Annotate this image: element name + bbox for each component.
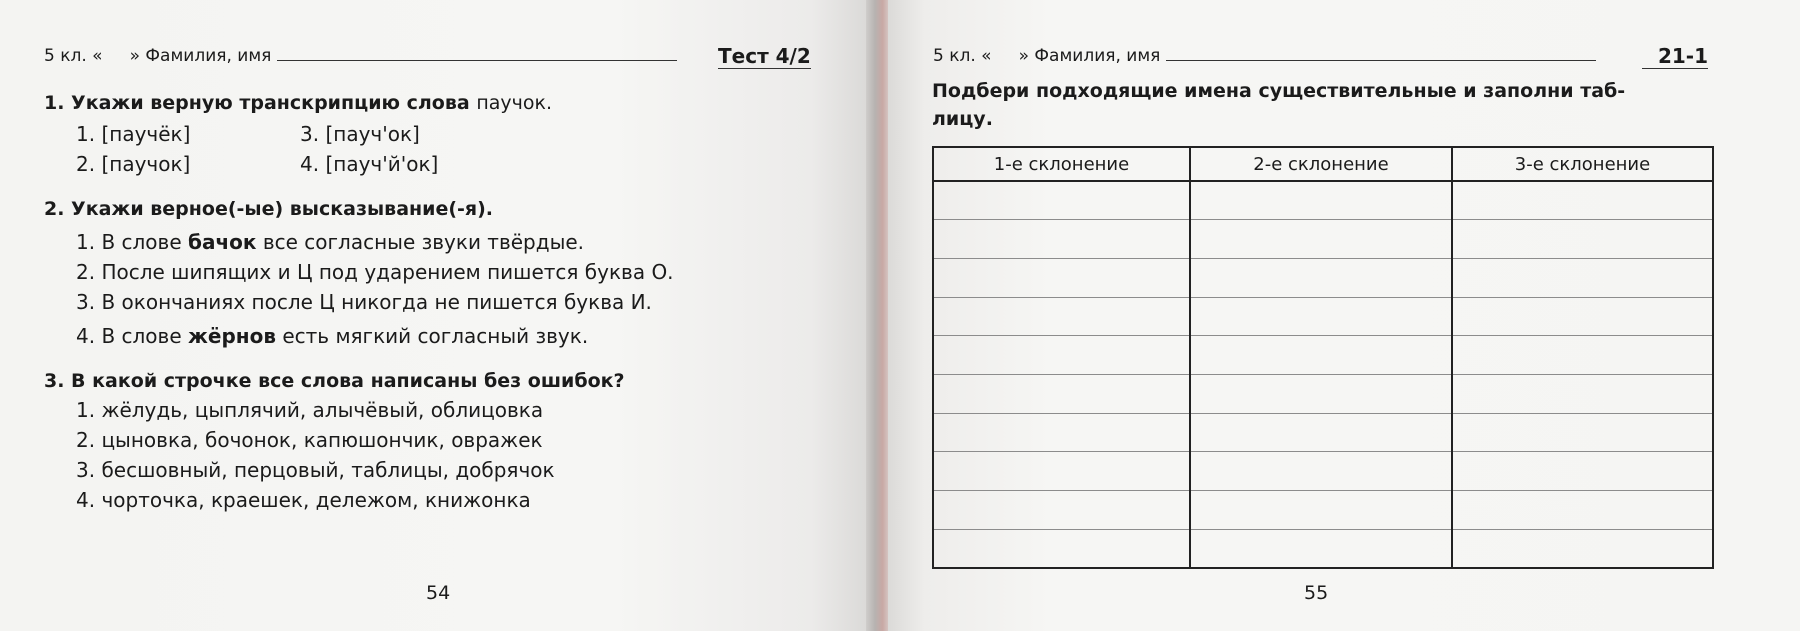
q3-option-3: 3. бесшовный, перцовый, таблицы, добрячок <box>76 458 555 482</box>
table-row <box>933 297 1713 336</box>
question-1-word: паучок. <box>476 92 552 114</box>
table-cell[interactable] <box>1452 491 1713 530</box>
q2-option-1-word: бачок <box>187 230 257 254</box>
question-1-text: 1. Укажи верную транскрипцию слова <box>44 92 470 114</box>
q2-option-1-post: все согласные звуки твёрдые. <box>256 230 585 254</box>
table-row <box>933 413 1713 452</box>
q2-option-1-pre: 1. В слове <box>76 230 188 254</box>
q2-option-4-word: жёрнов <box>187 324 276 348</box>
declension-table <box>932 146 1714 569</box>
table-row <box>933 491 1713 530</box>
q2-option-3: 3. В окончаниях после Ц никогда не пишется буква И. <box>76 290 652 314</box>
table-row <box>933 374 1713 413</box>
question-2-title: 2. Укажи верное(-ые) высказывание(-я). <box>44 198 494 220</box>
table-cell[interactable] <box>1190 529 1452 568</box>
table-cell[interactable] <box>1452 181 1713 220</box>
table-row <box>933 452 1713 491</box>
table-cell[interactable] <box>1190 491 1452 530</box>
table-cell[interactable] <box>1452 374 1713 413</box>
table-cell[interactable] <box>933 258 1190 297</box>
table-cell[interactable] <box>1452 452 1713 491</box>
table-cell[interactable] <box>933 220 1190 259</box>
q3-option-1: 1. жёлудь, цыплячий, алычёвый, облицовка <box>76 398 544 422</box>
q2-option-2: 2. После шипящих и Ц под ударением пишется буква О. <box>76 260 674 284</box>
name-line <box>277 46 677 61</box>
q2-option-1 <box>76 230 584 254</box>
q1-option-1: 1. [паучёк] <box>76 122 191 146</box>
table-cell[interactable] <box>1452 336 1713 375</box>
table-cell[interactable] <box>1452 258 1713 297</box>
name-line <box>1166 46 1596 61</box>
table-row <box>933 258 1713 297</box>
table-cell[interactable] <box>1452 529 1713 568</box>
q3-option-2: 2. цыновка, бочонок, капюшончик, овражек <box>76 428 543 452</box>
question-1-title <box>44 92 552 114</box>
table-cell[interactable] <box>933 336 1190 375</box>
table-cell[interactable] <box>1190 258 1452 297</box>
table-body <box>933 181 1713 568</box>
q2-option-4-post: есть мягкий согласный звук. <box>275 324 589 348</box>
header-declension-2: 2-е склонение <box>1190 147 1452 181</box>
table-cell[interactable] <box>1452 413 1713 452</box>
table-cell[interactable] <box>1190 181 1452 220</box>
table-cell[interactable] <box>933 374 1190 413</box>
right-page-number: 55 <box>1304 582 1329 604</box>
q1-option-4: 4. [пауч'й'ок] <box>300 152 439 176</box>
table-cell[interactable] <box>933 452 1190 491</box>
table-header-row <box>933 147 1713 181</box>
question-3-title: 3. В какой строчке все слова написаны без ошибок? <box>44 370 625 392</box>
q1-option-3: 3. [пауч'ок] <box>300 122 420 146</box>
table-cell[interactable] <box>1452 220 1713 259</box>
table-cell[interactable] <box>1190 336 1452 375</box>
left-page <box>0 0 872 631</box>
table-row <box>933 220 1713 259</box>
table-cell[interactable] <box>1190 297 1452 336</box>
q3-option-4: 4. чорточка, краешек, дележом, книжонка <box>76 488 531 512</box>
task-line-1: Подбери подходящие имена существительные и заполни таб- <box>932 80 1626 102</box>
table-cell[interactable] <box>1190 452 1452 491</box>
table-cell[interactable] <box>933 181 1190 220</box>
table-cell[interactable] <box>933 413 1190 452</box>
table-cell[interactable] <box>1190 374 1452 413</box>
table-cell[interactable] <box>1452 297 1713 336</box>
table-cell[interactable] <box>933 297 1190 336</box>
left-header <box>44 46 677 66</box>
table-cell[interactable] <box>1190 413 1452 452</box>
table-cell[interactable] <box>933 491 1190 530</box>
q2-option-4-pre: 4. В слове <box>76 324 188 348</box>
task-line-2: лицу. <box>932 108 993 130</box>
q1-option-2: 2. [паучок] <box>76 152 191 176</box>
table-row <box>933 336 1713 375</box>
header-declension-3: 3-е склонение <box>1452 147 1713 181</box>
left-page-number: 54 <box>426 582 451 604</box>
name-label: » Фамилия, имя <box>129 46 272 66</box>
table-cell[interactable] <box>933 529 1190 568</box>
header-declension-1: 1-е склонение <box>933 147 1190 181</box>
right-header <box>933 46 1596 66</box>
table-row <box>933 181 1713 220</box>
test-number: Тест 4/2 <box>718 44 811 68</box>
table-cell[interactable] <box>1190 220 1452 259</box>
grade-label: 5 кл. « <box>933 46 992 66</box>
test-number: 21-1 <box>1642 44 1708 69</box>
name-label: » Фамилия, имя <box>1018 46 1161 66</box>
table-row <box>933 529 1713 568</box>
q2-option-4 <box>76 324 588 348</box>
grade-label: 5 кл. « <box>44 46 103 66</box>
